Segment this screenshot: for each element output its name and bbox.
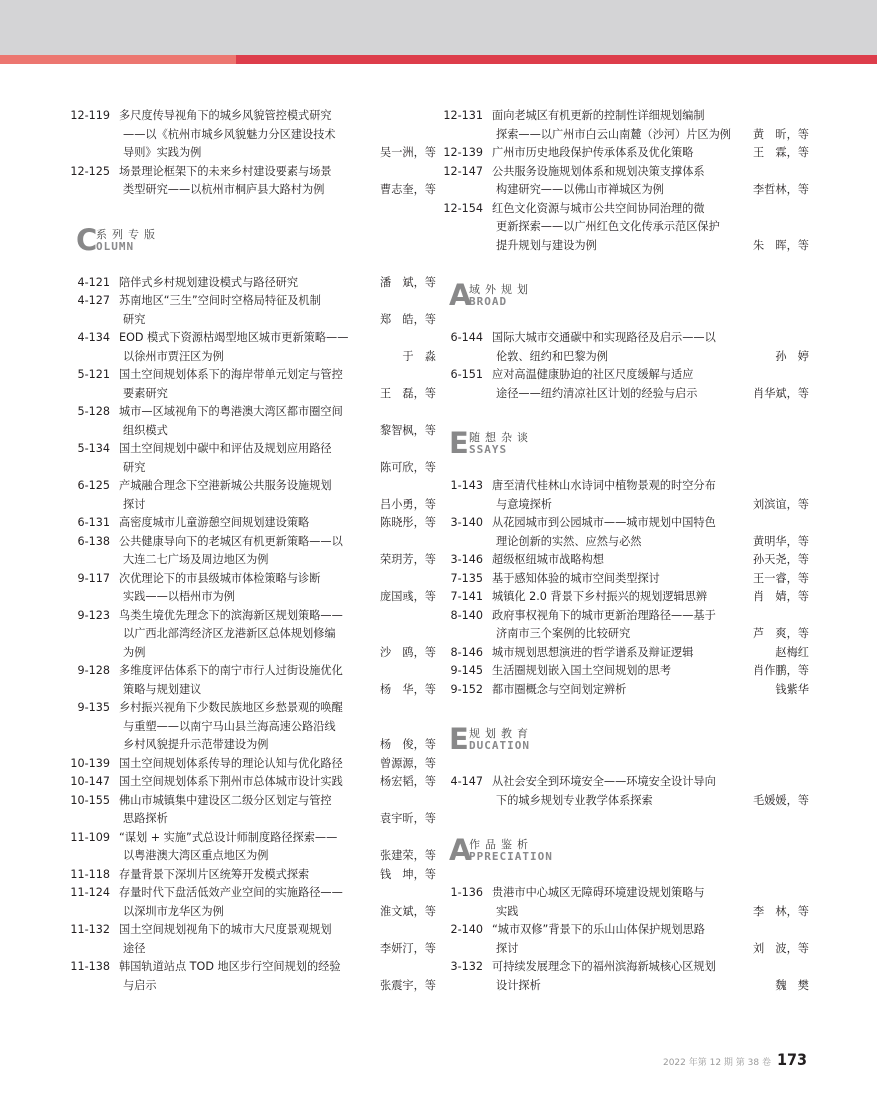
section-initial: E: [449, 426, 469, 460]
page-code: 6-131: [77, 516, 110, 529]
section-initial: A: [449, 278, 472, 312]
entry-author: 李妍汀，等: [380, 941, 436, 955]
toc-entry[interactable]: [70, 773, 436, 792]
entry-title-line: 与意境探析: [496, 497, 552, 511]
toc-entry[interactable]: [443, 588, 809, 607]
entry-title-line: 以广西北部湾经济区龙港新区总体规划修编: [123, 627, 336, 640]
section-heading: [449, 832, 809, 867]
page-code: 12-147: [443, 164, 483, 178]
entry-author: 黄明华，等: [753, 534, 809, 548]
section-english: SSAYS: [469, 443, 508, 456]
entry-title-line: 类型研究——以杭州市桐庐县大路村为例: [123, 183, 325, 196]
entry-title-line: 面向老城区有机更新的控制性详细规划编制: [492, 109, 705, 122]
entry-author: 王 磊，等: [380, 386, 436, 400]
entry-title-line: 应对高温健康胁迫的社区尺度缓解与适应: [492, 368, 694, 381]
toc-entry[interactable]: [70, 514, 436, 533]
page-code: 11-118: [70, 867, 110, 881]
entry-author: 芦 爽，等: [753, 627, 809, 640]
entry-title-line: 以粤港澳大湾区重点地区为例: [123, 849, 269, 862]
toc-entry[interactable]: [70, 662, 436, 699]
entry-author: 陈可欣，等: [380, 460, 436, 474]
toc-entry[interactable]: [443, 884, 809, 921]
page-code: 5-121: [77, 368, 110, 381]
page-footer: [663, 1050, 807, 1069]
section-title: 作品鉴析: [469, 838, 533, 851]
toc-entry[interactable]: [70, 533, 436, 570]
section-heading: [76, 222, 436, 257]
entry-title-line: 国土空间规划体系下荆州市总体城市设计实践: [119, 775, 343, 788]
entry-title-line: 济南市三个案例的比较研究: [496, 627, 631, 640]
entry-title-line: 探索——以广州市白云山南麓（沙河）片区为例: [496, 127, 731, 141]
toc-entry[interactable]: [443, 958, 809, 995]
toc-entry[interactable]: [443, 107, 809, 144]
toc-entry[interactable]: [443, 200, 809, 256]
entry-title-line: 产城融合理念下空港新城公共服务设施规划: [119, 479, 332, 492]
section-english: BROAD: [469, 295, 508, 308]
toc-entry[interactable]: [70, 958, 436, 995]
entry-title-line: 韩国轨道站点 TOD 地区步行空间规划的经验: [119, 960, 341, 973]
entry-author: 毛媛媛，等: [753, 793, 809, 807]
entry-title-line: 探讨: [496, 941, 519, 955]
section-initial: E: [449, 722, 469, 756]
entry-author: 李哲林，等: [753, 183, 809, 196]
page-code: 12-131: [443, 109, 483, 122]
entry-title-line: 存量背景下深圳片区统筹开发模式探索: [119, 867, 310, 881]
entry-title-line: 大连二七广场及周边地区为例: [123, 553, 269, 566]
page-code: 8-140: [450, 608, 483, 622]
page-code: 6-138: [77, 534, 110, 548]
toc-entry[interactable]: [443, 570, 809, 589]
entry-title-line: 探讨: [123, 497, 146, 511]
toc-entry[interactable]: [443, 607, 809, 644]
entry-author: 吴一洲，等: [380, 146, 436, 159]
page-code: 11-109: [70, 830, 110, 844]
page-code: 3-146: [450, 553, 483, 566]
entry-title-line: 佛山市城镇集中建设区二级分区划定与管控: [119, 793, 332, 807]
entry-title-line: 高密度城市儿童游憩空间规划建设策略: [119, 516, 310, 529]
entry-title-line: 红色文化资源与城市公共空间协同治理的微: [492, 201, 705, 215]
entry-author: 孙天尧，等: [753, 553, 809, 566]
toc-entry[interactable]: [443, 644, 809, 663]
entry-author: 杨 华，等: [380, 682, 436, 696]
toc-entry[interactable]: [443, 329, 809, 366]
toc-entry[interactable]: [443, 773, 809, 810]
page-code: 8-146: [450, 645, 483, 659]
entry-title-line: 贵港市中心城区无障碍环境建设规划策略与: [492, 886, 705, 899]
entry-author: 潘 斌，等: [380, 275, 436, 289]
entry-title-line: 多尺度传导视角下的城乡风貌管控模式研究: [119, 109, 332, 122]
entry-title-line: 构建研究——以佛山市禅城区为例: [496, 183, 664, 196]
issue-info: 2022 年第 12 期 第 38 卷: [662, 1058, 771, 1068]
page-code: 10-139: [70, 756, 110, 770]
toc-left-column: [70, 107, 436, 995]
entry-title-line: 乡村风貌提升示范带建设为例: [123, 738, 269, 751]
section-english: DUCATION: [469, 739, 530, 752]
toc-entry[interactable]: [443, 662, 809, 681]
entry-author: 于 淼: [402, 349, 436, 363]
section-english: OLUMN: [96, 239, 135, 253]
toc-entry[interactable]: [70, 403, 436, 440]
page-code: 7-135: [450, 571, 483, 585]
section-title: 规划教育: [469, 727, 533, 740]
section-heading: [449, 425, 809, 460]
toc-entry[interactable]: [70, 921, 436, 958]
header-band: [0, 0, 877, 55]
toc-entry[interactable]: [443, 681, 809, 700]
toc-entry[interactable]: [443, 366, 809, 403]
page-code: 12-154: [443, 201, 483, 215]
section-title: 系列专版: [96, 227, 160, 241]
entry-author: 淮文斌，等: [380, 904, 436, 918]
toc-entry[interactable]: [443, 551, 809, 570]
entry-title-line: 更新探索——以广州红色文化传承示范区保护: [496, 220, 720, 233]
entry-title-line: 场景理论框架下的未来乡村建设要素与场景: [119, 164, 332, 178]
entry-title-line: 生活圈规划嵌入国土空间规划的思考: [492, 664, 672, 677]
page-code: 4-147: [450, 775, 483, 788]
entry-title-line: 苏南地区“三生”空间时空格局特征及机制: [119, 294, 321, 307]
toc-entry[interactable]: [70, 366, 436, 403]
entry-title-line: 城镇化 2.0 背景下乡村振兴的规划逻辑思辨: [492, 590, 708, 603]
entry-author: 刘 波，等: [753, 941, 809, 955]
entry-title-line: 存量时代下盘活低效产业空间的实施路径——: [119, 886, 343, 899]
page-code: 7-141: [450, 590, 483, 603]
entry-title-line: 理论创新的实然、应然与必然: [496, 534, 642, 548]
section-title: 域外规划: [469, 283, 533, 296]
toc-entry[interactable]: [443, 163, 809, 200]
entry-title-line: 基于感知体验的城市空间类型探讨: [492, 571, 660, 585]
entry-title-line: 途径: [123, 941, 146, 955]
entry-author: 王一睿，等: [753, 571, 809, 585]
entry-title-line: 以徐州市贾汪区为例: [123, 349, 224, 363]
toc-entry[interactable]: [70, 607, 436, 663]
header-stripe-left: [0, 55, 236, 64]
entry-title-line: 实践——以梧州市为例: [123, 590, 235, 603]
entry-title-line: 国土空间规划视角下的城市大尺度景观规划: [119, 923, 332, 936]
toc-entry[interactable]: [443, 514, 809, 551]
entry-title-line: 陪伴式乡村规划建设模式与路径研究: [119, 275, 299, 289]
entry-title-line: 广州市历史地段保护传承体系及优化策略: [492, 146, 694, 159]
entry-title-line: “谋划 + 实施”式总设计师制度路径探索——: [119, 830, 338, 844]
entry-author: 杨宏韬，等: [380, 775, 436, 788]
entry-title-line: EOD 模式下资源枯竭型地区城市更新策略——: [119, 331, 349, 344]
entry-title-line: 国土空间规划体系传导的理论认知与优化路径: [119, 756, 343, 770]
page-code: 9-123: [77, 608, 110, 622]
section-english: PPRECIATION: [469, 850, 553, 863]
page-code: 5-134: [77, 442, 110, 455]
toc-entry[interactable]: [70, 755, 436, 774]
section-heading: [449, 721, 809, 756]
entry-title-line: 鸟类生境优先理念下的滨海新区规划策略——: [119, 608, 343, 622]
toc-right-column: [443, 107, 809, 995]
entry-author: 张震宇，等: [380, 978, 436, 992]
entry-author: 赵梅红: [775, 645, 809, 659]
entry-author: 肖 婧，等: [753, 590, 809, 603]
entry-author: 钱 坤，等: [380, 867, 436, 881]
entry-title-line: 要素研究: [123, 386, 168, 400]
toc-entry[interactable]: [443, 921, 809, 958]
header-stripe-right: [236, 55, 877, 64]
page-code: 3-140: [450, 516, 483, 529]
page-number: 173: [776, 1050, 807, 1069]
entry-title-line: 从花园城市到公园城市——城市规划中国特色: [492, 516, 716, 529]
toc-entry[interactable]: [70, 884, 436, 921]
page-code: 6-144: [450, 331, 483, 344]
page-code: 4-134: [77, 331, 110, 344]
entry-title-line: 途径——纽约清凉社区计划的经验与启示: [496, 386, 698, 400]
entry-title-line: 城市—区域视角下的粤港澳大湾区都市圈空间: [119, 405, 343, 418]
toc-entry[interactable]: [70, 107, 436, 163]
section-title: 随想杂谈: [469, 431, 533, 444]
entry-author: 李 林，等: [753, 904, 809, 918]
entry-title-line: 下的城乡规划专业教学体系探索: [496, 793, 653, 807]
page-code: 4-121: [77, 275, 110, 289]
entry-title-line: 国土空间规划中碳中和评估及规划应用路径: [119, 442, 332, 455]
entry-title-line: 为例: [123, 645, 146, 659]
entry-title-line: 政府事权视角下的城市更新治理路径——基于: [492, 608, 716, 622]
toc-entry[interactable]: [70, 792, 436, 829]
entry-title-line: 国土空间规划体系下的海岸带单元划定与管控: [119, 368, 343, 381]
entry-author: 庞国彧，等: [380, 590, 436, 603]
toc-entry[interactable]: [70, 274, 436, 293]
entry-author: 曹志奎，等: [380, 183, 436, 196]
entry-title-line: 公共服务设施规划体系和规划决策支撑体系: [492, 164, 705, 178]
entry-author: 王 霖，等: [753, 146, 809, 159]
page-code: 11-138: [70, 960, 110, 973]
page-code: 6-151: [450, 368, 483, 381]
page-code: 10-155: [70, 793, 110, 807]
entry-author: 吕小勇，等: [380, 497, 436, 511]
entry-author: 杨 俊，等: [380, 738, 436, 751]
toc-entry[interactable]: [70, 829, 436, 866]
entry-author: 陈晓彤，等: [380, 516, 436, 529]
entry-title-line: 与重塑——以南宁马山县兰海高速公路沿线: [123, 719, 336, 733]
page-code: 5-128: [77, 405, 110, 418]
entry-title-line: 国际大城市交通碳中和实现路径及启示——以: [492, 331, 716, 344]
toc-entry[interactable]: [443, 477, 809, 514]
page-code: 4-127: [77, 294, 110, 307]
entry-author: 魏 樊: [775, 978, 809, 992]
entry-author: 郑 皓，等: [380, 312, 436, 326]
entry-author: 沙 鸥，等: [380, 645, 436, 659]
entry-title-line: 都市圈概念与空间划定辨析: [492, 682, 627, 696]
entry-author: 黄 昕，等: [753, 127, 809, 141]
entry-author: 肖华斌，等: [753, 386, 809, 400]
page-code: 3-132: [450, 960, 483, 973]
page-code: 10-147: [70, 775, 110, 788]
entry-title-line: 思路探析: [123, 812, 168, 825]
toc-entry[interactable]: [70, 292, 436, 329]
page-code: 9-117: [77, 571, 110, 585]
entry-author: 黎智枫，等: [380, 423, 436, 437]
entry-title-line: 与启示: [123, 978, 157, 992]
toc-entry[interactable]: [70, 570, 436, 607]
entry-title-line: 多维度评估体系下的南宁市行人过街设施优化: [119, 664, 343, 677]
section-initial: A: [449, 833, 472, 867]
section-initial: C: [76, 222, 98, 257]
entry-title-line: 提升规划与建设为例: [496, 238, 597, 252]
entry-title-line: “城市双修”背景下的乐山山体保护规划思路: [492, 923, 705, 936]
entry-author: 朱 晖，等: [753, 238, 809, 252]
entry-title-line: 乡村振兴视角下少数民族地区乡愁景观的唤醒: [119, 701, 343, 714]
toc-entry[interactable]: [70, 866, 436, 885]
entry-title-line: 导则》实践为例: [123, 146, 202, 159]
entry-title-line: 研究: [123, 312, 146, 326]
entry-title-line: 策略与规划建议: [123, 682, 202, 696]
entry-author: 肖作鹏，等: [753, 664, 809, 677]
entry-title-line: 可持续发展理念下的福州滨海新城核心区规划: [492, 960, 716, 973]
page-code: 12-119: [70, 109, 110, 122]
entry-title-line: 公共健康导向下的老城区有机更新策略——以: [119, 534, 343, 548]
entry-title-line: 以深圳市龙华区为例: [123, 904, 224, 918]
entry-title-line: 组织模式: [123, 423, 168, 437]
entry-author: 张建荣，等: [380, 849, 436, 862]
entry-title-line: 研究: [123, 460, 146, 474]
page-code: 11-132: [70, 923, 110, 936]
page-code: 12-125: [70, 164, 110, 178]
entry-title-line: 唐至清代桂林山水诗词中植物景观的时空分布: [492, 479, 716, 492]
page-code: 9-128: [77, 664, 110, 677]
section-heading: [449, 277, 809, 312]
entry-title-line: 从社会安全到环境安全——环境安全设计导向: [492, 775, 716, 788]
toc-entry[interactable]: [70, 329, 436, 366]
page-code: 9-152: [450, 682, 483, 696]
page-code: 9-145: [450, 664, 483, 677]
page-code: 9-135: [77, 701, 110, 714]
page-code: 2-140: [450, 923, 483, 936]
entry-title-line: ——以《杭州市城乡风貌魅力分区建设技术: [123, 127, 336, 141]
entry-author: 钱紫华: [775, 682, 809, 696]
entry-title-line: 实践: [496, 904, 519, 918]
page-code: 1-143: [450, 479, 483, 492]
toc-entry[interactable]: [443, 144, 809, 163]
entry-title-line: 设计探析: [496, 978, 541, 992]
toc-entry[interactable]: [70, 477, 436, 514]
entry-author: 孙 婷: [775, 349, 809, 363]
page-code: 1-136: [450, 886, 483, 899]
entry-author: 袁宇昕，等: [380, 812, 436, 825]
page-code: 12-139: [443, 146, 483, 159]
toc-entry[interactable]: [70, 440, 436, 477]
entry-title-line: 次优理论下的市县级城市体检策略与诊断: [119, 571, 321, 585]
toc-entry[interactable]: [70, 163, 436, 200]
entry-title-line: 城市规划思想演进的哲学谱系及辩证逻辑: [492, 645, 694, 659]
entry-author: 刘滨谊，等: [753, 497, 809, 511]
toc-entry[interactable]: [70, 699, 436, 755]
page-code: 11-124: [70, 886, 110, 899]
page-code: 6-125: [77, 479, 110, 492]
entry-title-line: 伦敦、纽约和巴黎为例: [496, 349, 608, 363]
entry-author: 曾源源，等: [380, 756, 436, 770]
entry-author: 荣玥芳，等: [380, 553, 436, 566]
entry-title-line: 超级枢纽城市战略构想: [492, 553, 604, 566]
